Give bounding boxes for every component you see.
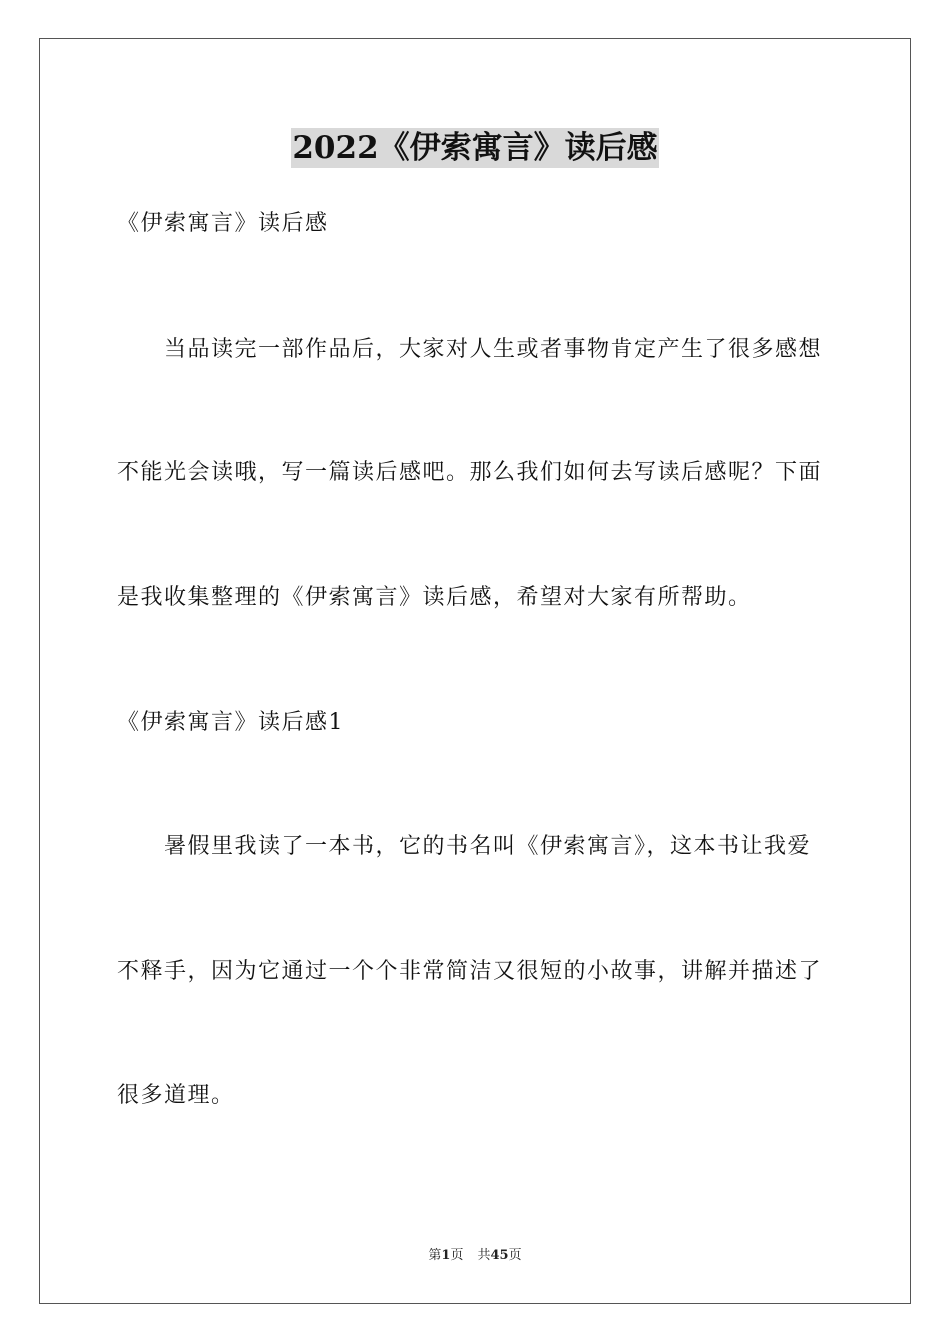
- paragraph-line: 暑假里我读了一本书，它的书名叫《伊索寓言》，这本书让我爱: [164, 834, 812, 859]
- document-title: 2022《伊索寓言》读后感: [292, 130, 658, 166]
- page-prefix: 第: [428, 1248, 442, 1263]
- section-heading: 《伊索寓言》读后感1: [117, 710, 344, 735]
- page-total: 45: [490, 1248, 509, 1263]
- paragraph-line: 不释手，因为它通过一个个非常简洁又很短的小故事，讲解并描述了: [117, 959, 823, 984]
- paragraph-line: 不能光会读哦，写一篇读后感吧。那么我们如何去写读后感呢？下面: [117, 460, 823, 485]
- title-container: [0, 128, 950, 168]
- paragraph-line: 很多道理。: [117, 1083, 235, 1108]
- total-suffix: 页: [508, 1248, 522, 1263]
- paragraph-line: 当品读完一部作品后，大家对人生或者事物肯定产生了很多感想: [164, 337, 823, 362]
- total-prefix: 共: [477, 1248, 491, 1263]
- subtitle-line: 《伊索寓言》读后感: [117, 211, 329, 236]
- page-suffix: 页: [450, 1248, 464, 1263]
- paragraph-line: 是我收集整理的《伊索寓言》读后感，希望对大家有所帮助。: [117, 585, 752, 610]
- page-current: 1: [441, 1248, 451, 1263]
- page-footer: [0, 1247, 950, 1265]
